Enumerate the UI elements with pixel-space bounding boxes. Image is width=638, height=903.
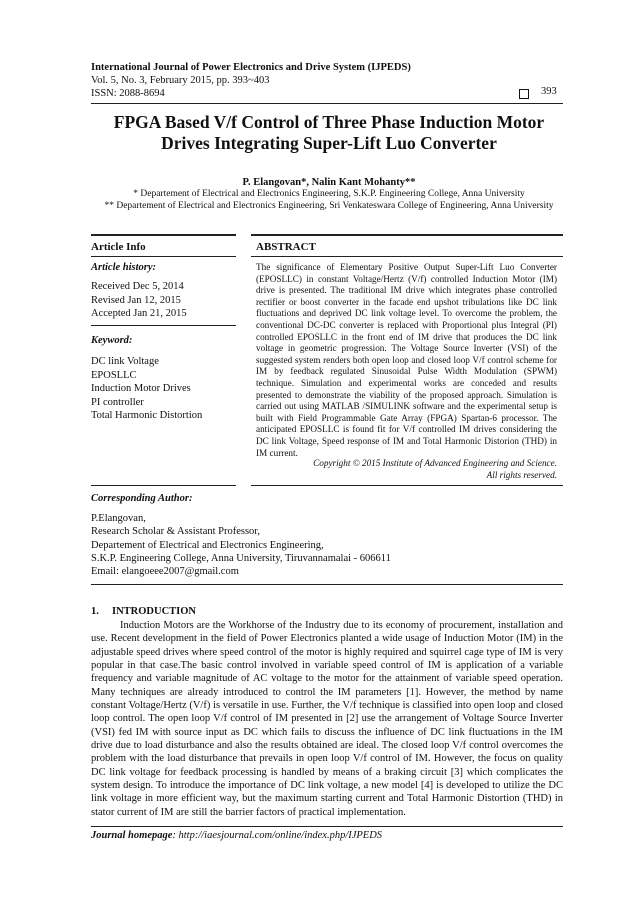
paper-title — [60, 112, 598, 154]
history-revised: Revised Jan 12, 2015 — [91, 294, 181, 306]
abstract-text: The significance of Elementary Positive Output Super-Lift Luo Converter (EPOSLLC) in constant Voltage/Hertz (V/f) controlled Induction Motor (IM) drive is presented. The traditional IM drive which integrates phase controlled rectifier or boost converter in the facade end upshot tribulations like DC link fluctuations and deprived DC link voltage level. To overcome the problem, the conventional DC-DC converter is replaced with Proportional plus Integral (PI) controlled EPOSLLC in the front end of IM drive that produces the DC link voltage in geometric progression. The Voltage Source Inverter (VSI) of the suggested system renders both open loop and closed loop V/f control scheme for IM by feedback regulated Sinusoidal Pulse Width Modulation (SPWM) technique. Simulation and experimental works are conceded and results presented to demonstrate the viability of the proposed approach. Simulation is carried out using MATLAB /SIMULINK software and the experimental setup is built with Field Programmable Gate Array (FPGA) Spartan-6 processor. The anticipated EPOSLLC is found fit for V/f controlled IM drives considering the DC link Voltage, Speed response of IM and Total Harmonic Distorion (THD) in IM current. — [256, 262, 557, 458]
keyword-item: DC link Voltage — [91, 356, 159, 367]
introduction-text: Induction Motors are the Workhorse of the Industry due to its economy of procurement, installation and use. Recent development in the field of Power Electronics planted a wide usage of Induction Motor (IM) in the adjustable speed drives where speed control of the motor is highly required and squirrel cage type of IM is very popular in that case.The basic control involved in variable speed control of IM is application of a variable frequency and variable magnitude of AC voltage to the motor for the attainment of variable speed operation. Many techniques are already introduced to control the IM parameters [1]. However, the method by name constant Voltage/Hertz (V/f) is versatile in use. Further, the V/f technique is classified into open loop and closed loop control. The open loop V/f control of IM presented in [2] use the arrangement of Voltage Source Inverter (VSI) fed IM with source input as DC which fails to discuss the influence of DC link fluctuations in the IM drive due to load disturbance and also the results obtained are ideal. The closed loop V/f control overcomes the problem with the load disturbance that prevails in open loop V/f control of IM. However, the focus on quality DC link voltage for feedback processing is handled by means of a braking circuit [3] which complicates the system design. To introduce the importance of DC link voltage, a new model [4] is developed to utilize the DC link voltage in more efficient way, but the maximum starting current and Total Harmonic Distortion (THD) in stator current of IM are still the barrier factors of practical implementation. — [91, 620, 563, 818]
history-accepted: Accepted Jan 21, 2015 — [91, 308, 187, 319]
authors: P. Elangovan*, Nalin Kant Mohanty** — [242, 177, 416, 188]
keyword-item: PI controller — [91, 396, 144, 408]
homepage-url[interactable]: : http://iaesjournal.com/online/index.php/IJPEDS — [172, 830, 383, 841]
author-email[interactable]: Email: elangoeee2007@gmail.com — [91, 566, 239, 578]
keyword-rule — [91, 325, 236, 326]
footer-rule — [91, 826, 563, 827]
abstract-top-rule — [251, 234, 563, 236]
abstract-heading: ABSTRACT — [256, 241, 316, 253]
affiliation-2: ** Departement of Electrical and Electronics Engineering, Sri Venkateswara College of Engineering, Anna University — [104, 201, 554, 211]
keyword-list — [91, 355, 202, 423]
corresponding-author-rule — [91, 584, 563, 585]
corresponding-author-details — [91, 512, 391, 578]
header-rule — [91, 103, 563, 104]
info-bottom-rule — [91, 485, 236, 486]
affiliation-1: * Departement of Electrical and Electronics Engineering, S.K.P. Engineering College, Anna University — [133, 189, 525, 199]
keyword-item: Total Harmonic Distortion — [91, 410, 203, 421]
journal-volume: Vol. 5, No. 3, February 2015, pp. 393~403 — [91, 75, 270, 86]
author-institution: S.K.P. Engineering College, Anna University, Tiruvannamalai - 606611 — [91, 552, 391, 564]
homepage-label: Journal homepage — [91, 830, 173, 841]
title-line-2: Drives Integrating Super-Lift Luo Converter — [161, 133, 497, 153]
info-top-rule — [91, 234, 236, 236]
copyright-line-2: All rights reserved. — [486, 470, 557, 480]
page-number: 393 — [541, 86, 557, 97]
keyword-item: Induction Motor Drives — [91, 383, 191, 394]
history-list — [91, 280, 187, 321]
author-name: P.Elangovan, — [91, 513, 146, 524]
abstract-sub-rule — [251, 256, 563, 257]
author-department: Departement of Electrical and Electronics Engineering, — [91, 539, 324, 551]
keyword-item: EPOSLLC — [91, 369, 137, 381]
author-position: Research Scholar & Assistant Professor, — [91, 526, 261, 538]
info-sub-rule — [91, 256, 236, 257]
journal-name: International Journal of Power Electronics and Drive System (IJPEDS) — [91, 62, 411, 73]
copyright-line-1: Copyright © 2015 Institute of Advanced Engineering and Science. — [313, 458, 557, 468]
article-info-heading: Article Info — [91, 241, 146, 253]
introduction-heading: 1. INTRODUCTION — [91, 606, 197, 617]
journal-homepage[interactable] — [91, 830, 382, 841]
journal-issn: ISSN: 2088-8694 — [91, 88, 165, 99]
title-line-1: FPGA Based V/f Control of Three Phase Induction Motor — [113, 112, 545, 132]
page-box-icon — [519, 89, 529, 99]
abstract-bottom-rule — [251, 485, 563, 486]
history-received: Received Dec 5, 2014 — [91, 281, 184, 292]
history-heading: Article history: — [91, 262, 157, 273]
corresponding-author-heading: Corresponding Author: — [91, 493, 193, 504]
keyword-heading: Keyword: — [91, 335, 133, 346]
